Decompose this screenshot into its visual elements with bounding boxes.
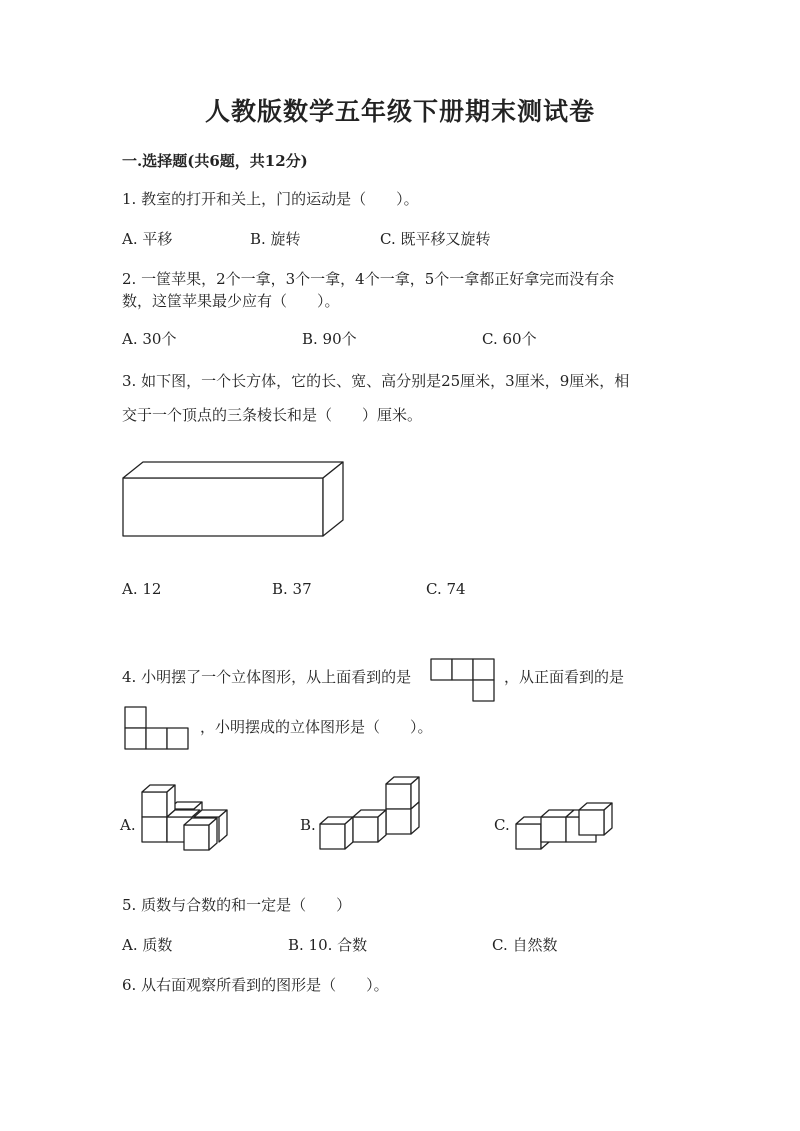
question-3-option-c: C. 74 — [426, 580, 466, 598]
question-5-option-b: B. 10. 合数 — [288, 936, 368, 954]
question-3-stem-line-2: 交于一个顶点的三条棱长和是（ ）厘米。 — [122, 406, 423, 424]
question-2-option-b: B. 90个 — [302, 330, 357, 348]
question-2-option-a: A. 30个 — [122, 330, 177, 348]
front-view-figure — [124, 706, 194, 752]
option-b-cube-figure — [318, 772, 428, 857]
section-heading: 一.选择题(共6题，共12分) — [122, 152, 308, 170]
question-5-option-c: C. 自然数 — [492, 936, 558, 954]
question-2-stem-line-2: 数，这筐苹果最少应有（ ）。 — [122, 292, 340, 310]
question-4-stem-part-1: 4. 小明摆了一个立体图形，从上面看到的是 — [122, 668, 412, 686]
question-5-stem: 5. 质数与合数的和一定是（ ） — [122, 896, 352, 914]
question-6-stem: 6. 从右面观察所看到的图形是（ ）。 — [122, 976, 389, 994]
question-1-option-c: C. 既平移又旋转 — [380, 230, 491, 248]
question-4-option-c-label: C. — [494, 816, 510, 834]
question-5-option-a: A. 质数 — [122, 936, 173, 954]
top-view-figure — [430, 658, 500, 704]
question-2-option-c: C. 60个 — [482, 330, 537, 348]
page-title: 人教版数学五年级下册期末测试卷 — [204, 97, 595, 126]
question-3-option-b: B. 37 — [272, 580, 312, 598]
question-3-option-a: A. 12 — [122, 580, 162, 598]
question-3-stem-line-1: 3. 如下图，一个长方体，它的长、宽、高分别是25厘米，3厘米，9厘米，相 — [122, 372, 630, 390]
question-1-option-b: B. 旋转 — [250, 230, 301, 248]
question-4-option-a-label: A. — [120, 816, 136, 834]
option-c-cube-figure — [514, 798, 624, 856]
question-4-stem-part-3: ，小明摆成的立体图形是（ ）。 — [200, 718, 433, 736]
question-1-stem: 1. 教室的打开和关上，门的运动是（ ）。 — [122, 190, 419, 208]
question-4-stem-part-2: ，从正面看到的是 — [504, 668, 625, 686]
question-4-option-b-label: B. — [300, 816, 316, 834]
question-2-stem-line-1: 2. 一筐苹果，2个一拿，3个一拿，4个一拿，5个一拿都正好拿完而没有余 — [122, 270, 615, 288]
option-a-cube-figure — [138, 780, 233, 855]
question-1-option-a: A. 平移 — [122, 230, 173, 248]
cuboid-figure — [118, 458, 348, 542]
